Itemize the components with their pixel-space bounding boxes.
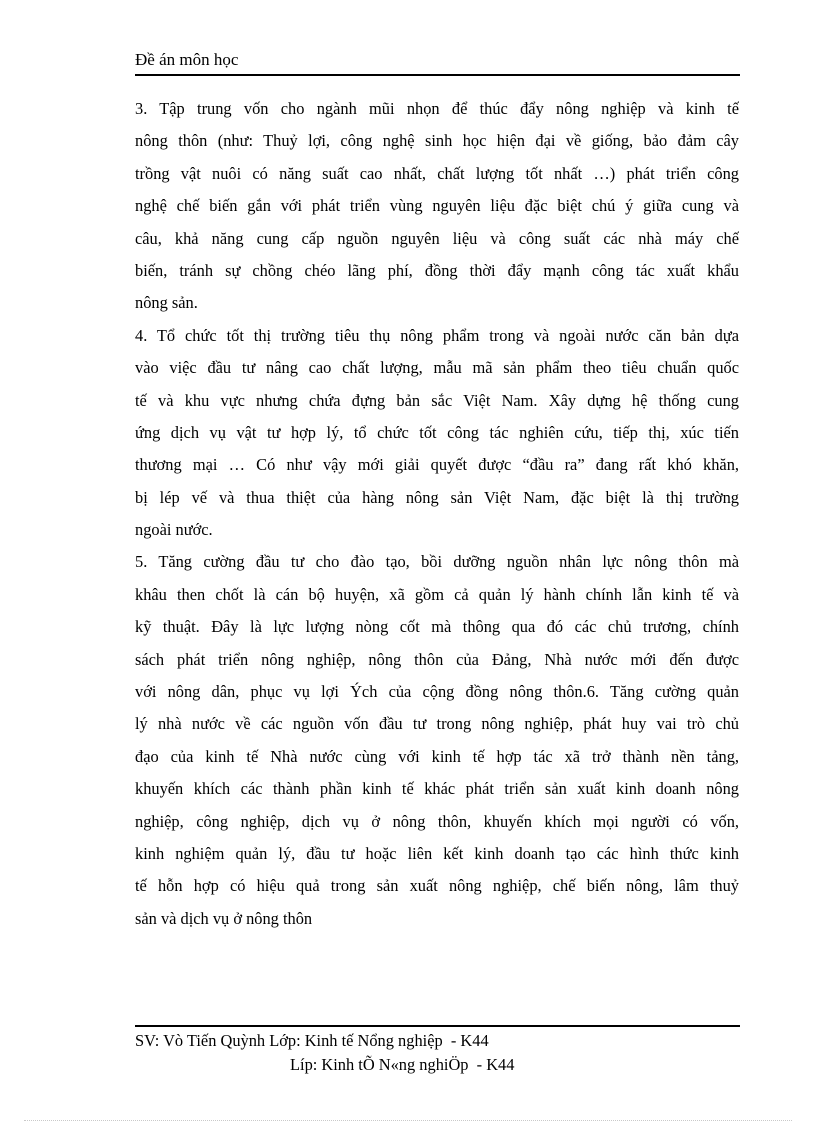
text-line: lý nhà nước về các nguồn vốn đầu tư trong nông nghiệp, phát huy vai trò chủ <box>135 714 739 734</box>
text-line: 4. Tổ chức tốt thị trường tiêu thụ nông phẩm trong và ngoài nước căn bản dựa <box>135 325 739 345</box>
text-line: tế hỗn hợp có hiệu quả trong sản xuất nông nghiệp, chế biến nông, lâm thuỷ <box>135 876 739 896</box>
text-line: nghiệp, công nghiệp, dịch vụ ở nông thôn, khuyến khích mọi người có vốn, <box>135 811 739 831</box>
footer-divider <box>135 1025 740 1027</box>
document-body <box>135 93 739 935</box>
text-line: thương mại … Có như vậy mới giải quyết được “đầu ra” đang rất khó khăn, <box>135 455 739 475</box>
text-line: sách phát triển nông nghiệp, nông thôn của Đảng, Nhà nước mới đến được <box>135 649 739 669</box>
text-line: câu, khả năng cung cấp nguồn nguyên liệu và công suất các nhà máy chế <box>135 228 739 248</box>
text-line: bị lép vế và thua thiệt của hàng nông sản Việt Nam, đặc biệt là thị trường <box>135 487 739 507</box>
text-line: ứng dịch vụ vật tư hợp lý, tổ chức tốt công tác nghiên cứu, tiếp thị, xúc tiến <box>135 422 739 442</box>
page-header <box>135 48 740 76</box>
text-line: khâu then chốt là cán bộ huyện, xã gồm cả quản lý hành chính lẫn kinh tế và <box>135 584 739 604</box>
text-line: nghệ chế biến gắn với phát triển vùng nguyên liệu đặc biệt chú ý giữa cung và <box>135 196 739 216</box>
text-line: 3. Tập trung vốn cho ngành mũi nhọn để thúc đẩy nông nghiệp và kinh tế <box>135 99 739 118</box>
header-title: Đề án môn học <box>135 50 239 69</box>
page-border <box>24 1120 792 1121</box>
footer-student-info: SV: Vò Tiến Quỳnh Lớp: Kinh tế Nổng nghiệp - K44 <box>135 1031 489 1050</box>
text-line: tế và khu vực nhưng chứa đựng bản sắc Việt Nam. Xây dựng hệ thống cung <box>135 390 739 410</box>
text-line: kỹ thuật. Đây là lực lượng nòng cốt mà thông qua đó các chủ trương, chính <box>135 617 739 637</box>
text-line: đạo của kinh tế Nhà nước cùng với kinh tế hợp tác xã trở thành nền tảng, <box>135 746 739 766</box>
text-line: vào việc đầu tư nâng cao chất lượng, mẫu mã sản phẩm theo tiêu chuẩn quốc <box>135 358 739 378</box>
text-line: ngoài nước. <box>135 520 213 540</box>
text-line: kinh nghiệm quản lý, đầu tư hoặc liên kết kinh doanh tạo các hình thức kinh <box>135 843 739 863</box>
paragraph-4 <box>135 320 739 547</box>
text-line: 5. Tăng cường đầu tư cho đào tạo, bồi dưỡng nguồn nhân lực nông thôn mà <box>135 552 739 572</box>
text-line: nông thôn (như: Thuỷ lợi, công nghệ sinh học hiện đại về giống, bảo đảm cây <box>135 131 739 151</box>
text-line: với nông dân, phục vụ lợi Ých của cộng đồng nông thôn.6. Tăng cường quản <box>135 682 739 702</box>
text-line: biến, tránh sự chồng chéo lãng phí, đồng thời đẩy mạnh công tác xuất khẩu <box>135 260 739 280</box>
paragraph-5 <box>135 546 739 935</box>
text-line: sản và dịch vụ ở nông thôn <box>135 908 313 928</box>
footer-class-info: Líp: Kinh tÕ N«ng nghiÖp - K44 <box>290 1055 515 1074</box>
text-line: trồng vật nuôi có năng suất cao nhất, chất lượng tốt nhất …) phát triển công <box>135 163 739 183</box>
paragraph-3 <box>135 93 739 320</box>
text-line: nông sản. <box>135 293 198 313</box>
text-line: khuyến khích các thành phần kinh tế khác phát triển sản xuất kinh doanh nông <box>135 779 739 799</box>
